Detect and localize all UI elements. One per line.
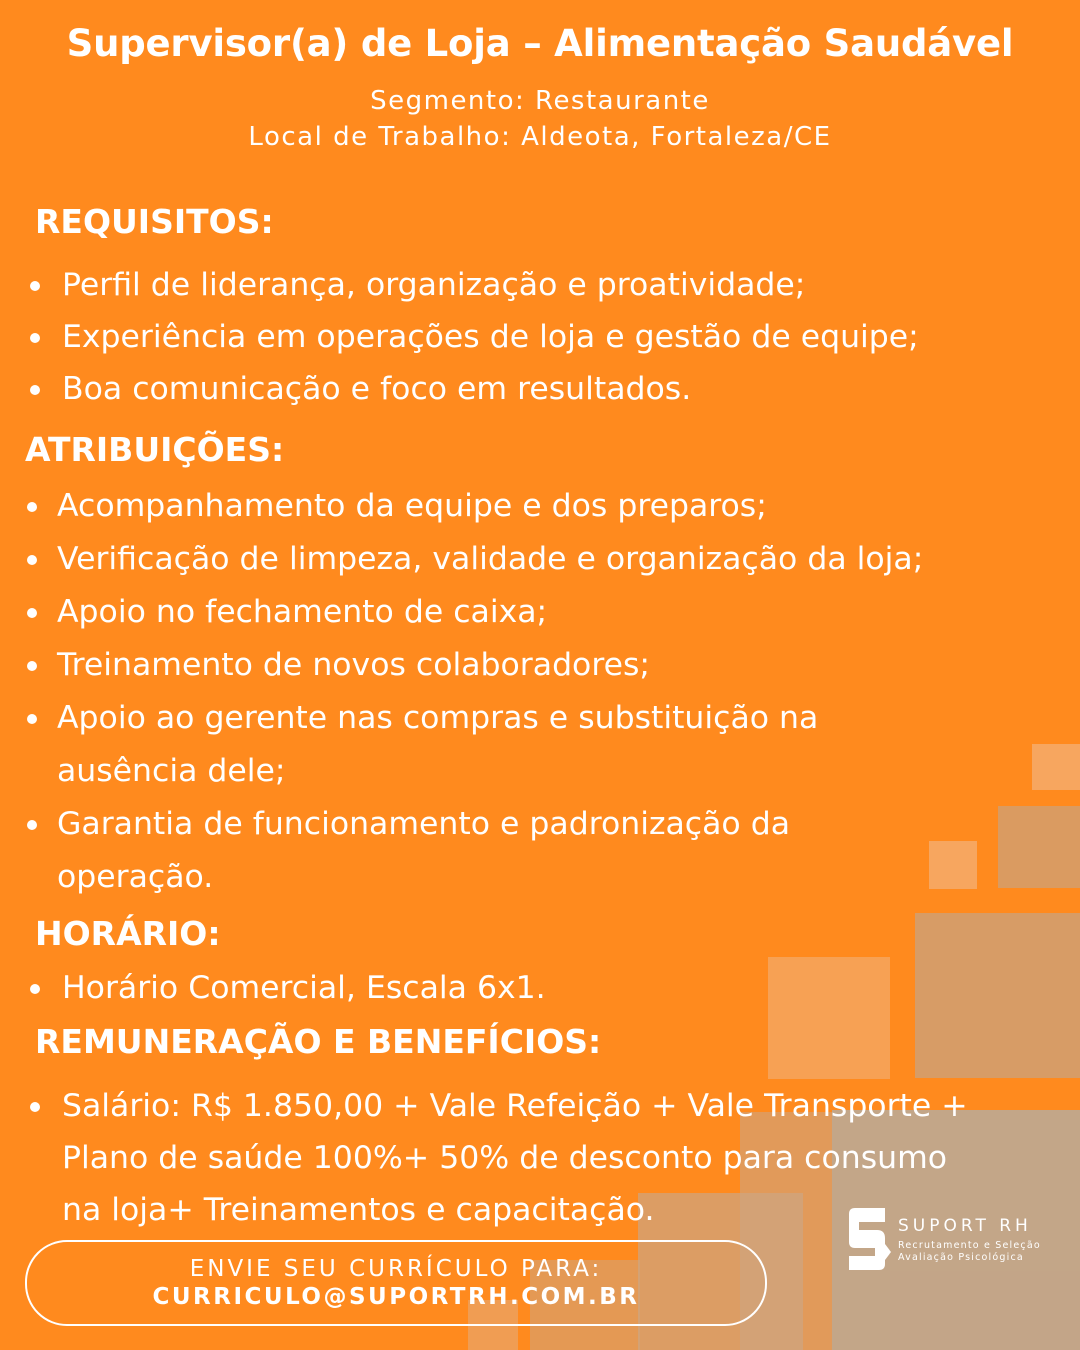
bullet-dot	[27, 608, 37, 618]
requisito-item: Boa comunicação e foco em resultados.	[62, 371, 692, 407]
bullet-dot	[27, 714, 37, 724]
bullet-dot	[30, 385, 40, 395]
requisito-item: Perfil de liderança, organização e proatividade;	[62, 267, 806, 303]
decor-square	[768, 957, 890, 1079]
location-text: Local de Trabalho: Aldeota, Fortaleza/CE	[248, 122, 832, 152]
horario-item: Horário Comercial, Escala 6x1.	[62, 970, 546, 1006]
requisitos-heading: REQUISITOS:	[35, 202, 274, 241]
atribuicao-item: Verificação de limpeza, validade e organização da loja;	[57, 541, 924, 577]
atribuicoes-heading: ATRIBUIÇÕES:	[25, 430, 285, 469]
atribuicao-item: Garantia de funcionamento e padronização da	[57, 806, 791, 842]
bullet-dot	[30, 333, 40, 343]
decor-square	[929, 841, 977, 889]
decor-square	[1032, 744, 1080, 790]
bullet-dot	[27, 661, 37, 671]
logo-tagline: Recrutamento e Seleção	[898, 1240, 1041, 1251]
cta-label: ENVIE SEU CURRÍCULO PARA:	[189, 1256, 603, 1282]
atribuicao-item-cont: operação.	[57, 859, 214, 895]
logo-name: SUPORT RH	[898, 1216, 1032, 1236]
segment-text: Segmento: Restaurante	[370, 86, 710, 116]
bullet-dot	[27, 555, 37, 565]
email-cta-button[interactable]	[25, 1240, 767, 1326]
decor-square	[915, 913, 1080, 1078]
bullet-dot	[27, 502, 37, 512]
atribuicao-item: Apoio ao gerente nas compras e substituição na	[57, 700, 819, 736]
remuneracao-heading: REMUNERAÇÃO E BENEFÍCIOS:	[35, 1022, 602, 1061]
remuneracao-item-cont: Plano de saúde 100%+ 50% de desconto para consumo	[62, 1140, 948, 1176]
atribuicao-item: Apoio no fechamento de caixa;	[57, 594, 548, 630]
suport-rh-logo-icon	[843, 1208, 891, 1270]
atribuicao-item: Treinamento de novos colaboradores;	[57, 647, 650, 683]
logo-tagline: Avaliação Psicológica	[898, 1252, 1024, 1263]
decor-square	[998, 806, 1080, 888]
bullet-dot	[30, 281, 40, 291]
remuneracao-item-cont: na loja+ Treinamentos e capacitação.	[62, 1192, 655, 1228]
bullet-dot	[30, 984, 40, 994]
bullet-dot	[27, 820, 37, 830]
horario-heading: HORÁRIO:	[35, 914, 221, 953]
atribuicao-item-cont: ausência dele;	[57, 753, 286, 789]
job-title: Supervisor(a) de Loja – Alimentação Saudável	[66, 22, 1014, 65]
remuneracao-item: Salário: R$ 1.850,00 + Vale Refeição + Vale Transporte +	[62, 1088, 968, 1124]
atribuicao-item: Acompanhamento da equipe e dos preparos;	[57, 488, 767, 524]
cta-email-link[interactable]: CURRICULO@SUPORTRH.COM.BR	[152, 1284, 640, 1310]
requisito-item: Experiência em operações de loja e gestão de equipe;	[62, 319, 919, 355]
bullet-dot	[30, 1102, 40, 1112]
